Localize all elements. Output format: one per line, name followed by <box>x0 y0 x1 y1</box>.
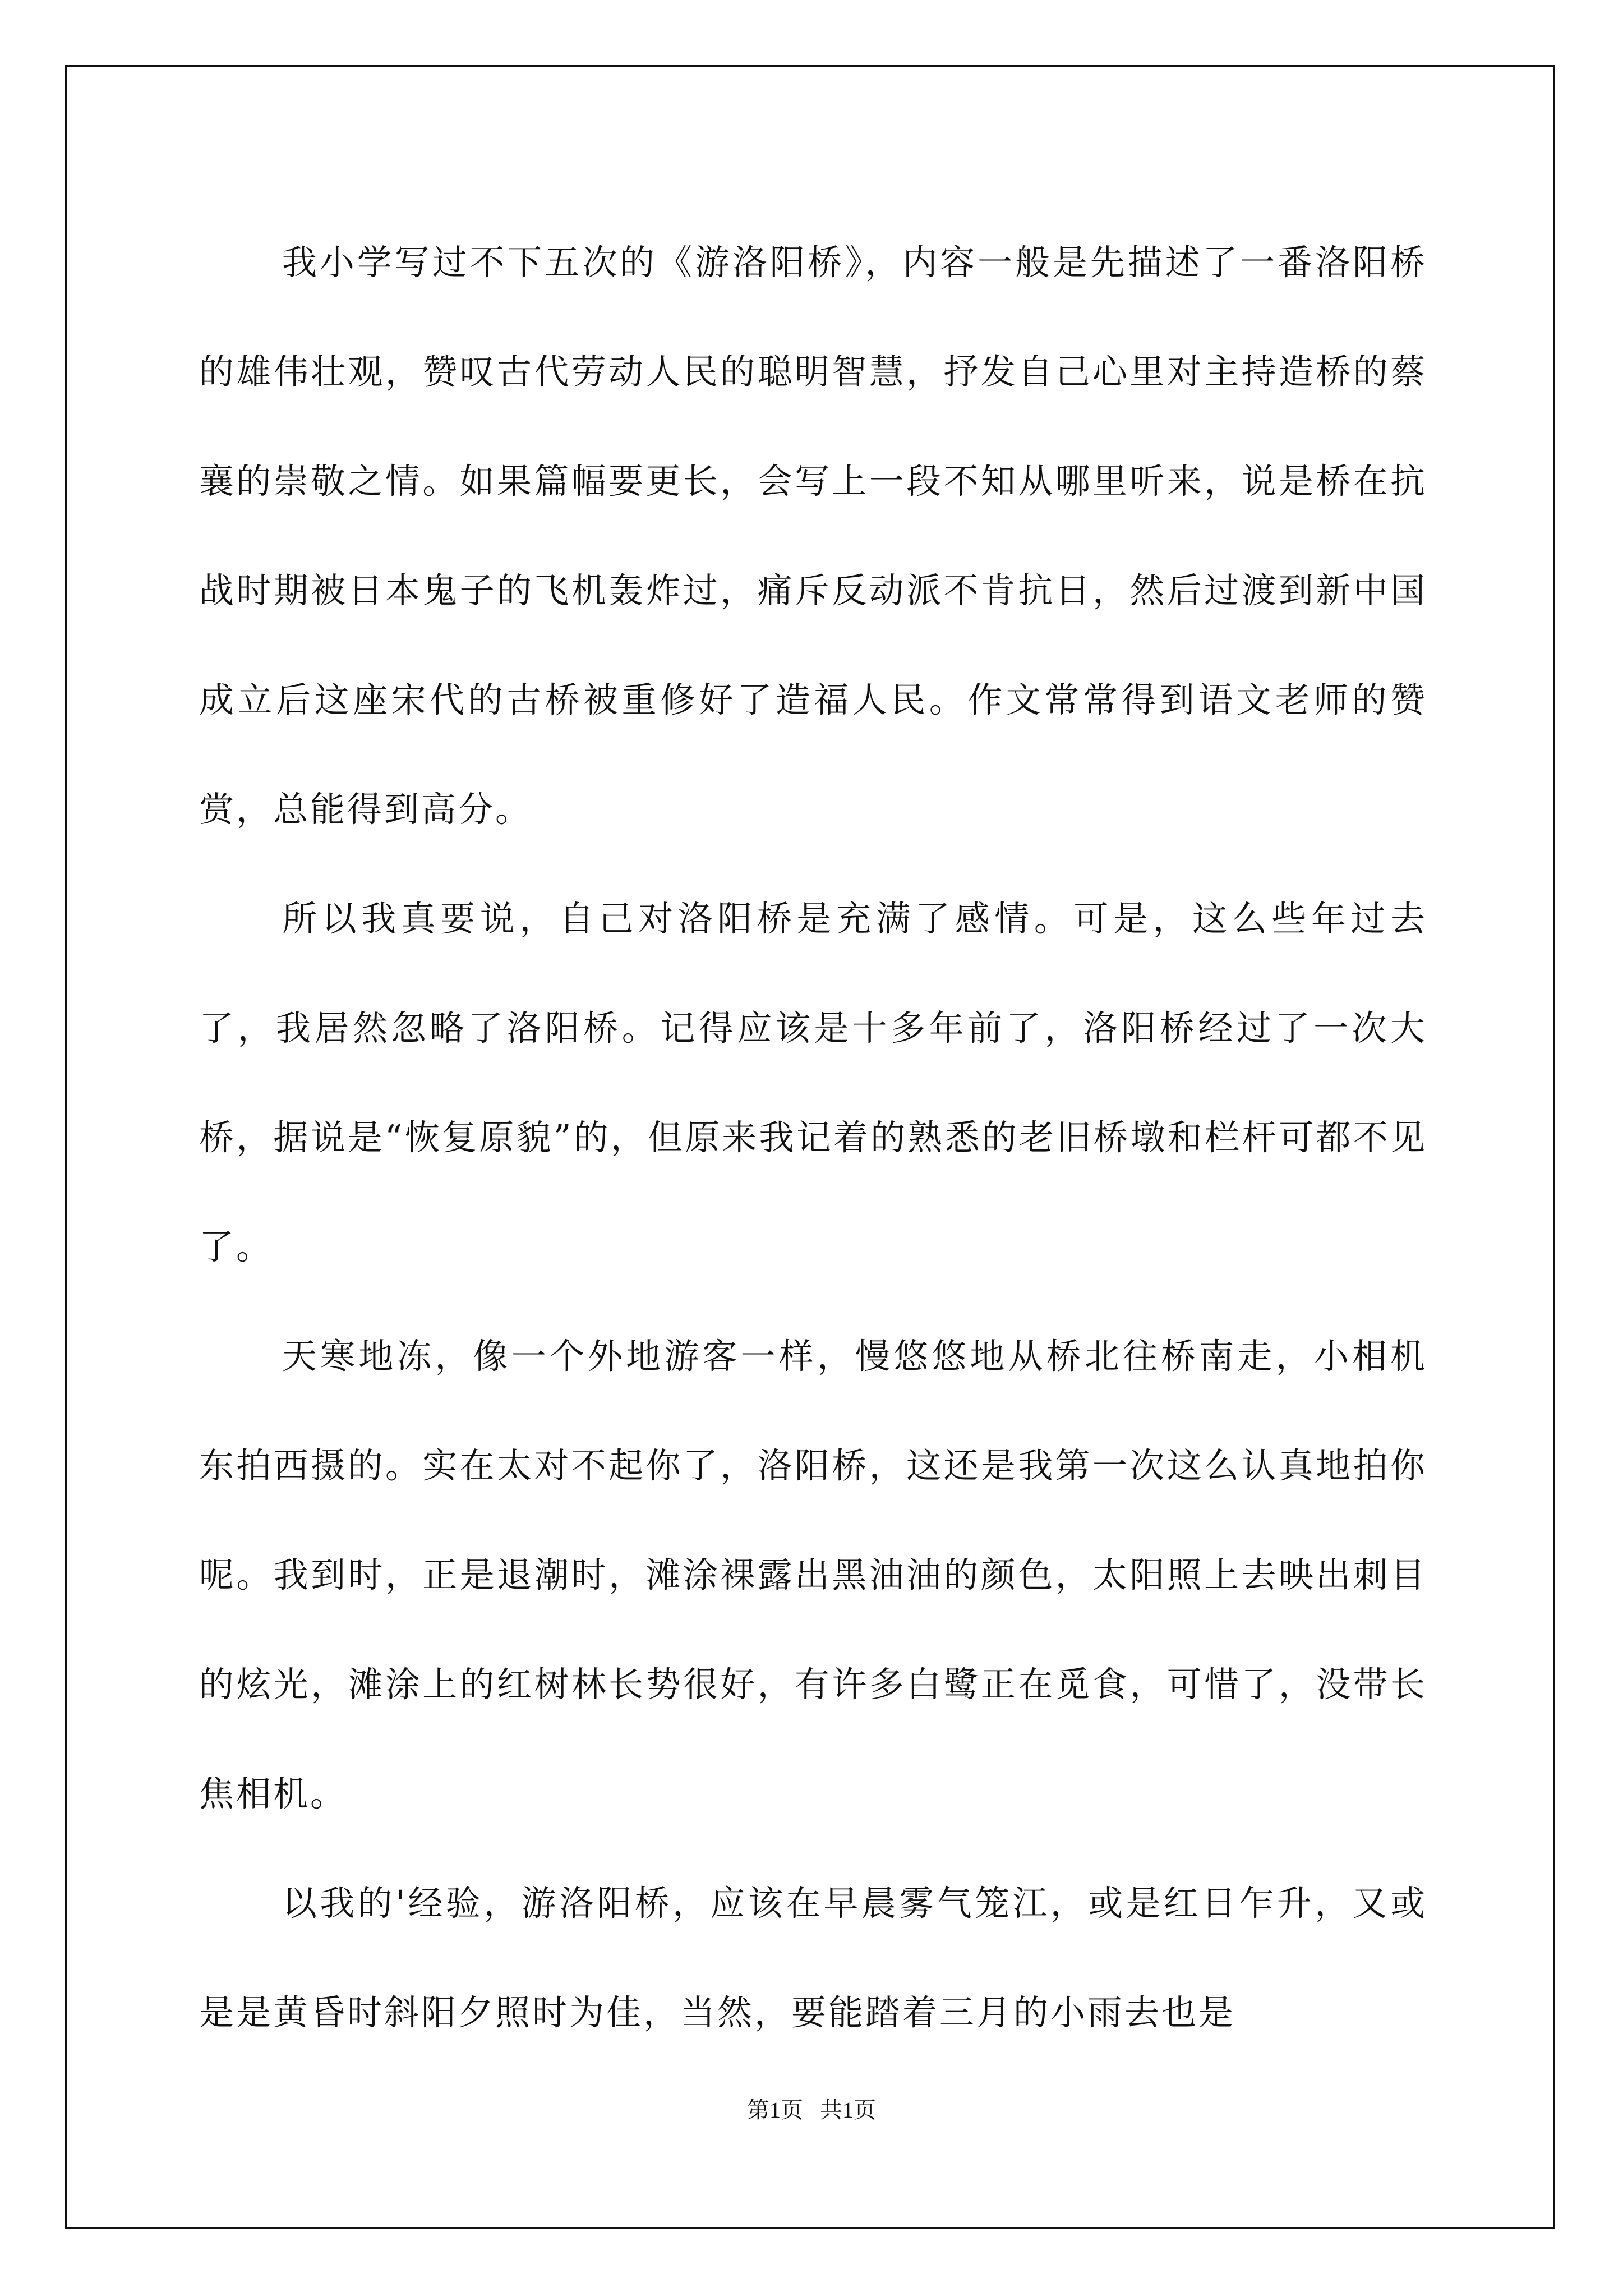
paragraph-4: 以我的'经验，游洛阳桥，应该在早晨雾气笼江，或是红日乍升，又或是是黄昏时斜阳夕照时为佳，当然，要能踏着三月的小雨去也是 <box>199 1883 1427 2033</box>
paragraph-1: 我小学写过不下五次的《游洛阳桥》，内容一般是先描述了一番洛阳桥的雄伟壮观，赞叹古代劳动人民的聪明智慧，抒发自己心里对主持造桥的蔡襄的崇敬之情。如果篇幅要更长，会写上一段不知从哪里听来，说是桥在抗战时期被日本鬼子的飞机轰炸过，痛斥反动派不肯抗日，然后过渡到新中国成立后这座宋代的古桥被重修好了造福人民。作文常常得到语文老师的赞赏，总能得到高分。 <box>199 242 1427 830</box>
document-body <box>199 208 1427 2067</box>
paragraph-2: 所以我真要说，自己对洛阳桥是充满了感情。可是，这么些年过去了，我居然忽略了洛阳桥。记得应该是十多年前了，洛阳桥经过了一次大桥，据说是“恢复原貌”的，但原来我记着的熟悉的老旧桥墩和栏杆可都不见了。 <box>199 898 1427 1267</box>
paragraph-3: 天寒地冻，像一个外地游客一样，慢悠悠地从桥北往桥南走，小相机东拍西摄的。实在太对不起你了，洛阳桥，这还是我第一次这么认真地拍你呢。我到时，正是退潮时，滩涂裸露出黑油油的颜色，太阳照上去映出刺目的炫光，滩涂上的红树林长势很好，有许多白鹭正在觅食，可惜了，没带长焦相机。 <box>199 1336 1427 1814</box>
page-number-footer: 第1页 共1页 <box>747 2097 876 2123</box>
